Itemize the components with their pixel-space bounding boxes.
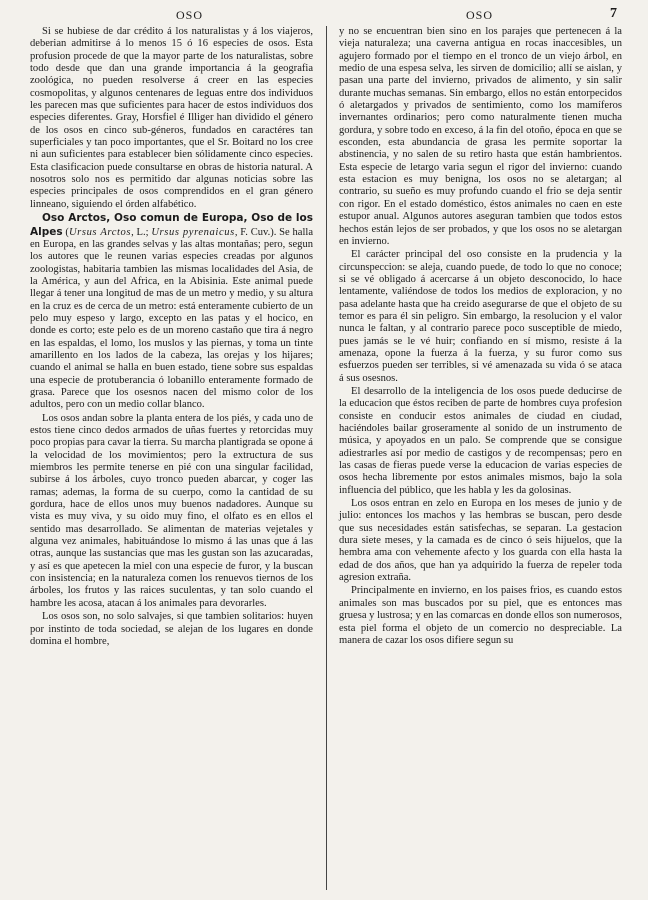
column-divider [326, 26, 327, 890]
paragraph: Los osos entran en zelo en Europa en los meses de junio y de julio: entonces los machos y las hembras se buscan, pero desde que sus necesidades están satisfechas, se separan. La gestacion dura siete meses, y la camada es de cinco ó seis hijuelos, que la hembra ama con vehemente afecto y los guarda con ella hasta la edad de dos años, que han ya adquirido la fuerza de repeler toda agresion extraña. [339, 498, 622, 584]
author-abbrev: , L.; [131, 226, 152, 238]
paragraph: y no se encuentran bien sino en los parajes que pertenecen á la vieja naturaleza; una caverna antigua en rocas inaccesibles, un agujero formado por el tiempo en el tronco de un viejo árbol, en medio de una espesa selva, les sirven de domicilio; allí se aislan, y pasan una parte del invierno, privados de alimento, y sin salir durante muchas semanas. Sin embargo, ellos no están entorpecidos ó aletargados y privados de sentimiento, como los mamíferos invernantes ordinarios; pero como naturalmente tienen mucha gordura, y sobre todo en exceso, á la fin del otoño, época en que se esconden, esta abundancia de grasa les permite soportar la abstinencia, y no salen de su retiro hasta que están hambrientos. Esta especie de letargo varia segun el rigor del invierno: cuando esta estacion es muy benigna, los osos no se aletargan; al contrario, su sueño es muy profundo cuando el frio se deja sentir con rigor. En el estado doméstico, éstos animales no caen en este estupor anual. Algunos autores aseguran tambien que todos estos hechos están lejos de ser probados, y que los osos no se aletargan en invierno. [339, 26, 622, 247]
paragraph: El desarrollo de la inteligencia de los osos puede deducirse de la educacion que éstos reciben de parte de hombres cuya profesion consiste en conducir estos animales de ciudad en ciudad, haciéndoles bailar groseramente al sonido de un instrumento de música, y apoyados en un palo. Se comprende que se consigue adiestrarles así por medio de castigos y de recompensas; pero en las casas de fieras puede verse la educacion de varias especies de osos hecha libremente por estos animales mismos, bajo la sola influencia del público, que les habla y les da golosinas. [339, 385, 622, 496]
left-column [30, 26, 313, 890]
paragraph: Principalmente en invierno, en los paises frios, es cuando estos animales son mas buscados por su piel, que es entonces mas gruesa y lustrosa; y en las comarcas en donde ellos son numerosos, esta piel forma el objeto de un comercio no despreciable. La manera de cazar los osos difiere segun su [339, 585, 622, 646]
paragraph: Los osos andan sobre la planta entera de los piés, y cada uno de estos tiene cinco dedos armados de uñas fuertes y retorcidas muy poco propias para cavar la tierra. Su marcha plantigrada se opone á la velocidad de los movimientos; pero la extructura de sus miembros les permite tenerse en pié con una singular facilidad, subirse á los árboles, cuyo tronco pueden abarcar, y coger las ramas; ademas, la forma de su cuerpo, como la cantidad de su gordura, hace de ellos unos muy buenos nadadores. Aunque su vista es muy viva, y su oido muy fino, el olfato es en ellos el sentido mas desarrollado. Se alimentan de materias vejetales y alguna vez animales, habituándose lo mismo á las unas que á las otras, aunque las sustancias que mas les gustan son las azucaradas, y así es que apetecen la miel con una especie de furor, y la buscan con insistencia; en la naturaleza comen los renuevos tiernos de los árboles, los frutos y las raices suculentas, y tan solo cuando el hambre les acosa, atacan á los animales para devorarles. [30, 412, 313, 609]
right-column [339, 26, 622, 890]
text-columns [30, 26, 622, 890]
page-header [30, 4, 622, 26]
running-head-right: OSO [466, 8, 494, 22]
paragraph: El carácter principal del oso consiste en la prudencia y la circunspeccion: se aleja, cuando puede, de todo lo que no conoce; si se vé obligado á acercarse á un objeto desconocido, lo hace lentamente, valiéndose de todos los medios de exploracion, y no pasa adelante hasta que ha creido asegurarse de que el objeto de su temor es para él sin peligro. Sin embargo, la resolucion y el valor nunca le faltan, y al contrario parece poco susceptible de miedo, pues jamás se le vé huir; confiando en sí mismo, resiste á la amenaza, opone la fuerza á la fuerza, y su furor como sus esfuerzos pueden ser terribles, si vé amenazada su vida ó se ataca á sus osesnos. [339, 249, 622, 384]
paragraph: Los osos son, no solo salvajes, si que tambien solitarios: huyen por instinto de toda sociedad, se alejan de los lugares en donde domina el hombre, [30, 611, 313, 647]
page-number: 7 [610, 6, 618, 21]
latin-name: Ursus pyrenaicus [151, 226, 235, 238]
paragraph: Si se hubiese de dar crédito á los naturalistas y á los viajeros, deberian admitirse á lo menos 15 ó 16 especies de osos. Esta profusion procede de que la mayor parte de los naturalistas, sobre todo desde que dan una grande importancia á la geografia zoológica, no pueden resolverse á creer en las especies cosmopolitas, y algunos centenares de leguas entre dos individuos les parecen mas que suficientes para hacer de estos individuos dos especies diferentes. Gray, Horsfiel é Illiger han dividido el género de los osos en cinco sub-géneros, fundados en caractéres tan superficiales y tan poco importantes, que el Sr. Boitard no los cree ni aun suficientes para establecer bien sólidamente cinco especies. Esta clasificacion puede consultarse en obras de historia natural. A nosotros solo nos es permitido dar algunas noticias sobre las especies principales de osos comprendidos en el gran género linneano, siguiendo el órden alfabético. [30, 26, 313, 210]
entry-heading: Oso Arctos, Oso comun de Europa, Oso de los Alpes [30, 212, 313, 238]
latin-name: Ursus Arctos [68, 226, 132, 238]
entry-oso-arctos: Oso Arctos, Oso comun de Europa, Oso de los Alpes (Ursus Arctos, L.; Ursus pyrenaicus, F. Cuv.). Se halla en Europa, en las grandes selvas y las altas montañas; pero, segun los autores que le reunen varias especies creadas por algunos zoologistas, habitaria tambien las mismas localidades del Asia, de la América, y aun del Africa, en la Abisinia. Este animal puede llegar á tener una longitud de mas de un metro y medio, y su altura en la cruz es de cerca de un metro: está enteramente cubierto de un pelo muy espeso y largo, excepto en las patas y el hocico, en donde es corto; este pelo es de un moreno castaño que tira á negro en las espaldas, el lomo, los muslos y las piernas, y toma un tinte amarillento en los lados de la cabeza, las orejas y los hijares; cuando el animal se halla en buen estado, tiene sobre sus espaldas una especie de protuberancia ó lobanillo enteramente formado de grasa. Parece que los osesnos nacen del mismo color de los adultos, pero con un medio collar blanco. [30, 212, 313, 411]
paragraph-text: , F. Cuv.). Se halla en Europa, en las grandes selvas y las altas montañas; pero, segun los autores que le reunen varias especies creadas por algunos zoologistas, habitaria tambien las mismas localidades del Asia, de la América, y aun del Africa, en la Abisinia. Este animal puede llegar á tener una longitud de mas de un metro y medio, y su altura en la cruz es de cerca de un metro: está enteramente cubierto de un pelo muy espeso y largo, excepto en las patas y el hocico, en donde es corto; este pelo es de un moreno castaño que tira á negro en las espaldas, el lomo, los muslos y las piernas, y toma un tinte amarillento en los lados de la cabeza, las orejas y los hijares; cuando el animal se halla en buen estado, tiene sobre sus espaldas una especie de protuberancia ó lobanillo enteramente formado de grasa. Parece que los osesnos nacen del mismo color de los adultos, pero con un medio collar blanco. [30, 226, 313, 411]
running-head-left: OSO [176, 8, 204, 22]
